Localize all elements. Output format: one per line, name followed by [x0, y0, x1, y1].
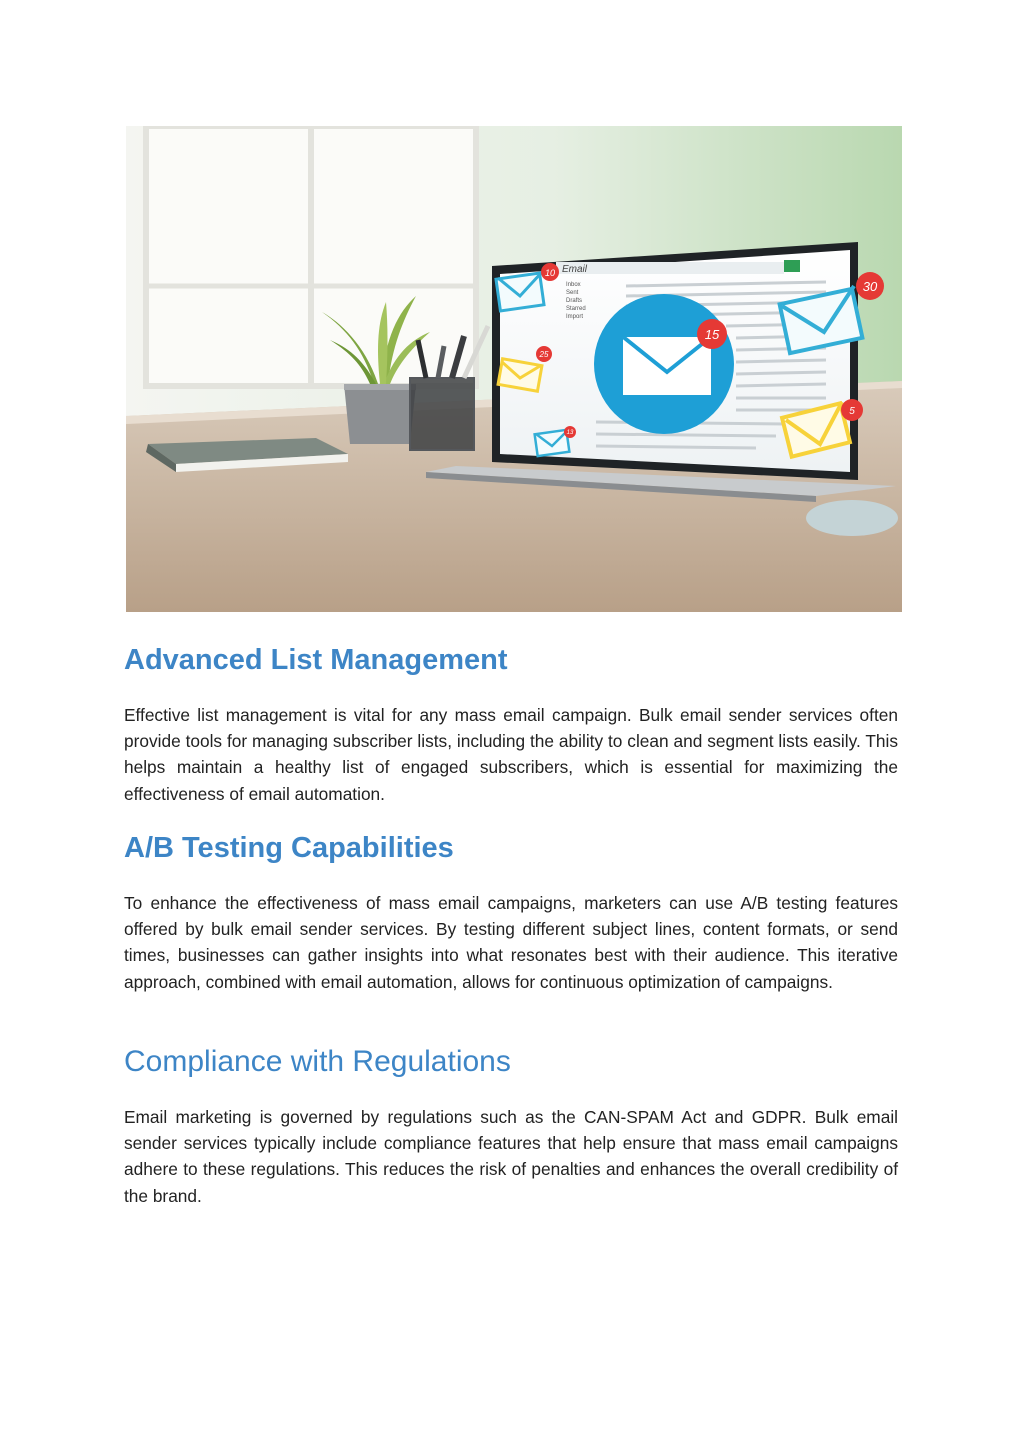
- section-body-ab-testing: To enhance the effectiveness of mass email campaigns, marketers can use A/B testing features offered by bulk email sender services. By testing different subject lines, content formats, or send times, businesses can gather insights into what resonates best with their audience. This iterative approach, combined with email automation, allows for continuous optimization of campaigns.: [124, 893, 898, 992]
- svg-text:Inbox: Inbox: [566, 282, 581, 288]
- svg-text:15: 15: [704, 327, 720, 342]
- mouse: [806, 500, 898, 536]
- svg-text:5: 5: [849, 406, 855, 417]
- center-envelope-icon: [594, 294, 734, 434]
- svg-text:Sent: Sent: [566, 290, 579, 296]
- svg-text:25: 25: [539, 350, 549, 359]
- svg-text:13: 13: [566, 430, 574, 436]
- svg-text:Import: Import: [566, 314, 584, 320]
- section-title-compliance: Compliance with Regulations: [124, 1045, 511, 1078]
- svg-text:10: 10: [544, 268, 556, 278]
- svg-text:30: 30: [862, 279, 878, 294]
- section-title-ab-testing: A/B Testing Capabilities: [124, 832, 454, 864]
- section-body-list-management: Effective list management is vital for any mass email campaign. Bulk email sender services often provide tools for managing subscriber lists, including the ability to clean and segment lists easily. This helps maintain a healthy list of engaged subscribers, which is essential for maximizing the effectiveness of email automation.: [124, 705, 898, 804]
- section-body-compliance: Email marketing is governed by regulations such as the CAN-SPAM Act and GDPR. Bulk email sender services typically include compliance features that help ensure that mass email campaigns adhere to these regulations. This reduces the risk of penalties and enhances the overall credibility of the brand.: [124, 1107, 898, 1206]
- window: [146, 126, 476, 386]
- hero-image: [126, 126, 902, 612]
- section-title-list-management: Advanced List Management: [124, 644, 508, 676]
- screen-header: Email: [562, 264, 588, 275]
- svg-text:Drafts: Drafts: [566, 298, 583, 304]
- svg-text:Starred: Starred: [566, 306, 586, 312]
